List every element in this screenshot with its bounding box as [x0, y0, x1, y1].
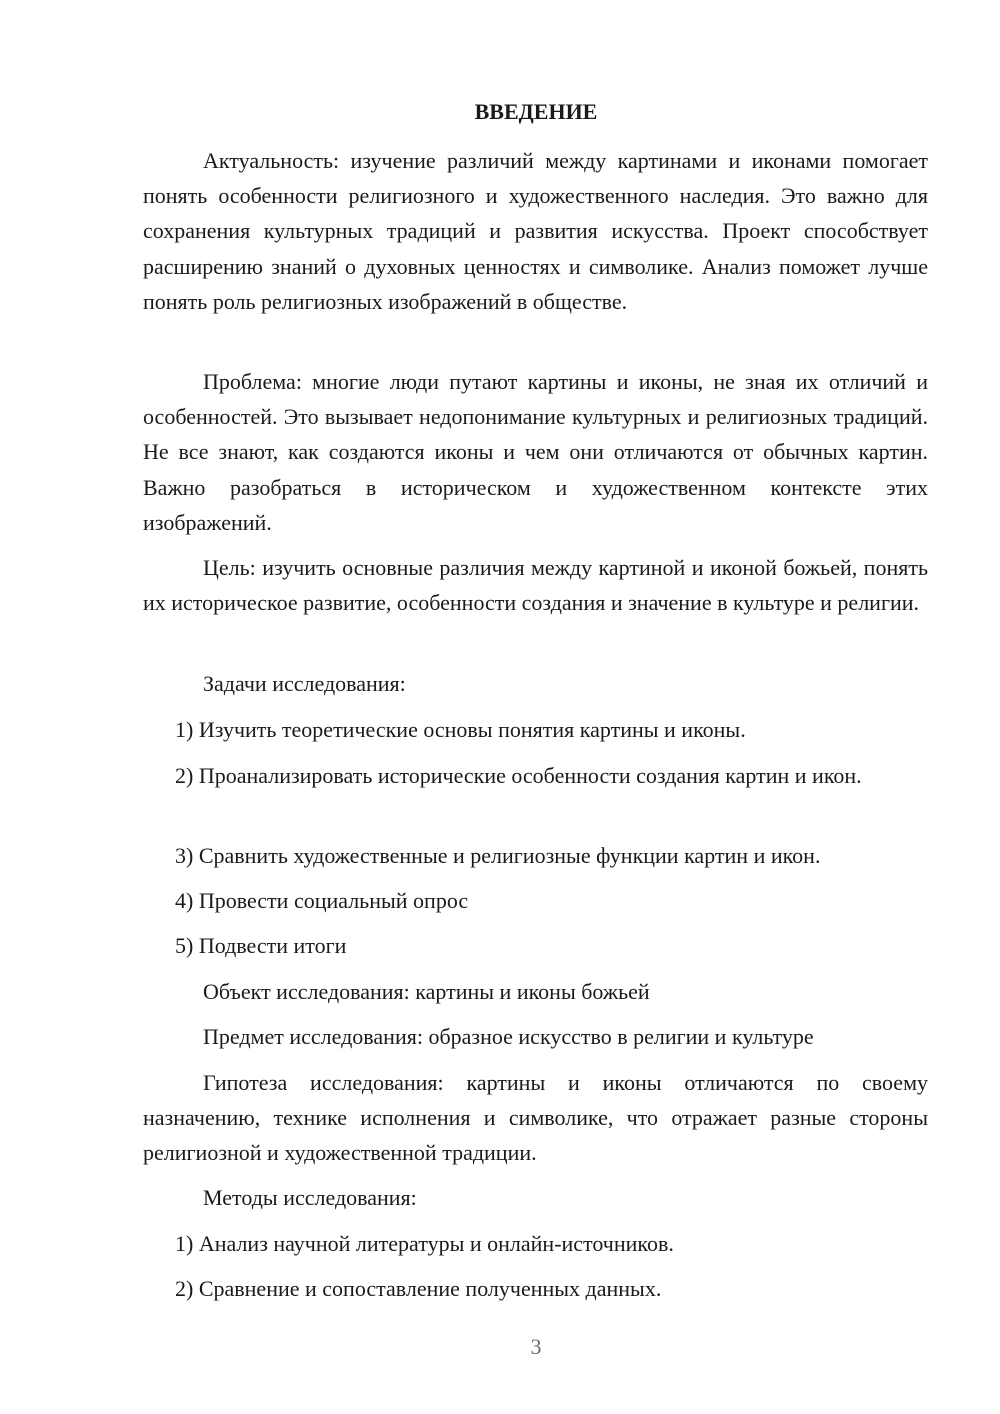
task-item-4: 4) Провести социальный опрос: [175, 888, 469, 913]
section-title: ВВЕДЕНИЕ: [474, 99, 598, 124]
object-paragraph: Объект исследования: картины и иконы божьей: [203, 979, 650, 1004]
task-item-2: 2) Проанализировать исторические особенности создания картин и икон.: [175, 763, 862, 788]
relevance-paragraph: Актуальность: изучение различий между картинами и иконами помогает понять особенности религиозного и художественного наследия. Это важно для сохранения культурных традиций и развития искусства. Проект способствует расширению знаний о духовных ценностях и символике. Анализ поможет лучше понять роль религиозных изображений в обществе.: [143, 148, 928, 314]
goal-paragraph: Цель: изучить основные различия между картиной и иконой божьей, понять их историческое развитие, особенности создания и значение в культуре и религии.: [143, 555, 928, 616]
task-item-3: 3) Сравнить художественные и религиозные функции картин и икон.: [175, 843, 821, 868]
methods-heading: Методы исследования:: [203, 1185, 417, 1210]
task-item-1: 1) Изучить теоретические основы понятия картины и иконы.: [175, 717, 746, 742]
page-number: 3: [530, 1334, 542, 1359]
problem-paragraph: Проблема: многие люди путают картины и иконы, не зная их отличий и особенностей. Это вызывает недопонимание культурных и религиозных традиций. Не все знают, как создаются иконы и чем они отличаются от обычных картин. Важно разобраться в историческом и художественном контексте этих изображений.: [143, 369, 928, 535]
task-item-5: 5) Подвести итоги: [175, 933, 347, 958]
method-item-2: 2) Сравнение и сопоставление полученных данных.: [175, 1276, 662, 1301]
method-item-1: 1) Анализ научной литературы и онлайн-источников.: [175, 1231, 674, 1256]
hypothesis-paragraph: Гипотеза исследования: картины и иконы отличаются по своему назначению, технике исполнения и символике, что отражает разные стороны религиозной и художественной традиции.: [143, 1070, 928, 1166]
tasks-heading: Задачи исследования:: [203, 671, 406, 696]
subject-paragraph: Предмет исследования: образное искусство в религии и культуре: [203, 1024, 814, 1049]
